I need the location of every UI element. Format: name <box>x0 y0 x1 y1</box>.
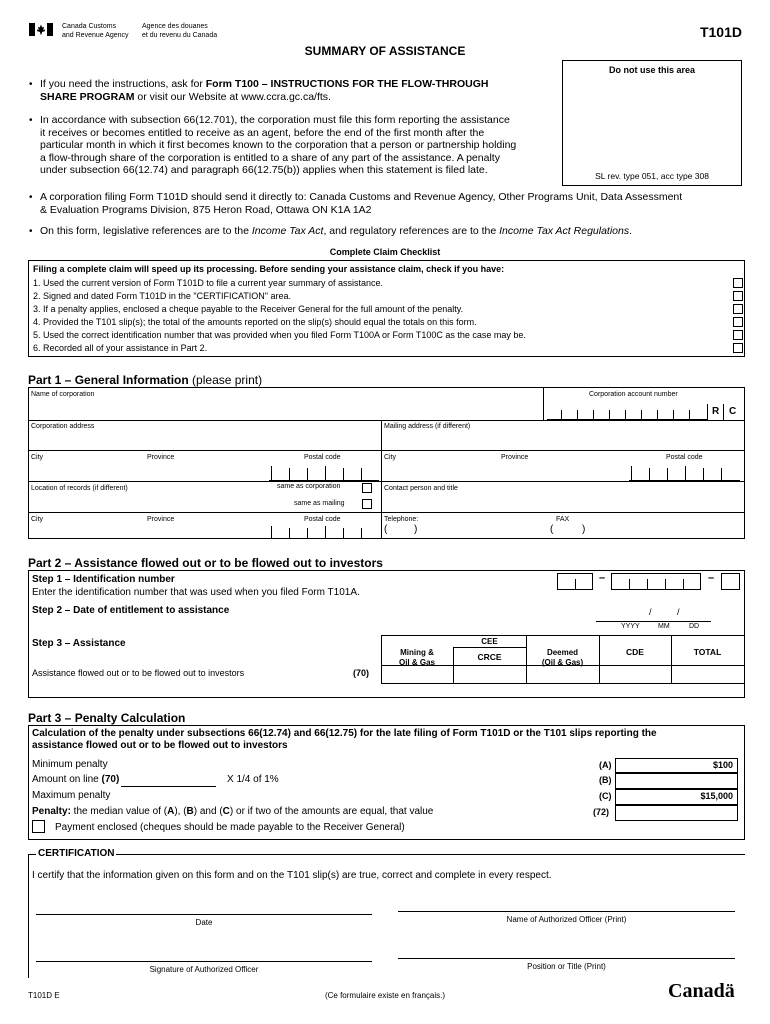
bullet-icon: • <box>29 226 33 237</box>
deemed-header-line2: (Oil & Gas) <box>541 658 584 667</box>
footer-form-code: T101D E <box>28 991 60 1000</box>
corporation-name-label: Name of corporation <box>31 391 95 398</box>
mining-header-line1: Mining & <box>400 648 434 657</box>
telephone-label: Telephone: <box>384 516 419 523</box>
form-number: T101D <box>699 24 742 40</box>
part1-heading-note: (please print) <box>188 373 263 387</box>
bullet2-line2: it receives or becomes entitled to receive as an agent, before the end of the first month after the <box>40 126 485 139</box>
crce-header: CRCE <box>477 652 502 662</box>
agency-en-line1: Canada Customs <box>62 23 117 30</box>
payment-enclosed-label: Payment enclosed (cheques should be made payable to the Receiver General) <box>55 822 405 833</box>
date-yyyy-label: YYYY <box>621 623 640 630</box>
office-use-footer: SL rev. type 051, acc type 308 <box>595 171 709 181</box>
date-slash-1: / <box>649 607 652 617</box>
penalty-text3: ) and ( <box>193 806 223 817</box>
records-postal-code-label: Postal code <box>304 516 341 523</box>
bullet-icon: • <box>29 192 33 203</box>
agency-fr-line2: et du revenu du Canada <box>142 32 218 39</box>
part1-box <box>28 387 745 539</box>
penalty-b: B <box>186 806 194 817</box>
fax-area-close: ) <box>582 524 586 535</box>
bullet-instructions <box>40 78 555 103</box>
total-amount-input[interactable] <box>672 666 743 682</box>
penalty-a: A <box>167 806 175 817</box>
postal-code-input[interactable] <box>269 466 379 481</box>
mailing-address-label: Mailing address (if different) <box>384 423 471 430</box>
checklist-checkbox-2[interactable] <box>733 291 743 301</box>
bullet-legislative <box>40 225 760 238</box>
checklist-item: 5. Used the correct identification number that was provided when you filed Form T100A or Form T100C as the case may be. <box>33 330 526 340</box>
corporation-name-input[interactable] <box>33 400 538 418</box>
telephone-input[interactable] <box>424 524 544 538</box>
same-as-mailing-label: same as mailing <box>294 500 345 507</box>
deemed-header-line1: Deemed <box>546 648 579 657</box>
mail-postal-code-label: Postal code <box>666 454 703 461</box>
bullet4-end: . <box>629 225 633 237</box>
bullet2-line1: In accordance with subsection 66(12.701), the corporation must file this form reporting the assistance <box>40 114 510 126</box>
bullet3-line1: A corporation filing Form T101D should send it directly to: Canada Customs and Revenue Agency, Other Programs Unit, Data Assessment <box>40 191 683 203</box>
fax-area-open: ( <box>550 524 554 535</box>
cde-amount-input[interactable] <box>600 666 670 682</box>
maximum-penalty-value: $15,000 <box>700 791 733 801</box>
checklist-intro-text: Filing a complete claim will speed up its processing. Before sending your assistance claim, check if you have: <box>33 264 505 274</box>
fax-input[interactable] <box>592 524 732 538</box>
signature-line <box>36 961 372 962</box>
same-as-corporation-label: same as corporation <box>277 483 341 490</box>
penalty-text1: the median value of ( <box>70 806 168 817</box>
checklist-item: 4. Provided the T101 slip(s); the total of the amounts reported on the slip(s) should equal the totals on this form. <box>33 317 477 327</box>
checklist-checkbox-5[interactable] <box>733 330 743 340</box>
corporation-address-input[interactable] <box>33 433 377 448</box>
date-slash-2: / <box>677 607 680 617</box>
minimum-penalty-value-box <box>615 758 738 773</box>
line-b-code: (B) <box>599 775 612 785</box>
part1-heading <box>28 373 262 387</box>
amount-multiplier: X 1/4 of 1% <box>227 774 279 785</box>
officer-name-label: Name of Authorized Officer (Print) <box>506 915 627 924</box>
date-of-entitlement-input[interactable] <box>596 611 711 622</box>
minimum-penalty-value: $100 <box>712 760 733 770</box>
bullet4-italic1: Income Tax Act <box>251 225 324 237</box>
part3-heading: Part 3 – Penalty Calculation <box>28 711 186 725</box>
telephone-area-close: ) <box>414 524 418 535</box>
line-a-code: (A) <box>599 760 612 770</box>
rc-letter-c: C <box>729 406 737 417</box>
fax-label: FAX <box>556 516 570 523</box>
maximum-penalty-label: Maximum penalty <box>32 790 111 801</box>
step1-title: Step 1 – Identification number <box>32 574 175 585</box>
penalty-c: C <box>222 806 230 817</box>
penalty-amount-input[interactable] <box>615 805 738 821</box>
id-dash-1: – <box>599 572 606 584</box>
date-input[interactable] <box>36 898 372 914</box>
part1-heading-text: Part 1 – General Information <box>28 373 189 387</box>
location-of-records-label: Location of records (if different) <box>31 485 128 492</box>
officer-name-line <box>398 911 735 912</box>
checklist-box <box>28 260 745 357</box>
part3-intro-line2: assistance flowed out or to be flowed out to investors <box>32 740 288 751</box>
step3-title: Step 3 – Assistance <box>32 638 126 649</box>
amount-line-70 <box>32 774 119 785</box>
checklist-intro <box>33 264 504 274</box>
position-input[interactable] <box>398 942 735 958</box>
cee-header: CEE <box>481 637 498 646</box>
checklist-items <box>33 277 526 355</box>
id-number-part3[interactable] <box>721 573 740 590</box>
mailing-address-input[interactable] <box>385 433 740 448</box>
date-mm-label: MM <box>658 623 670 630</box>
bullet-icon: • <box>29 79 33 90</box>
mail-province-label: Province <box>501 454 529 461</box>
signature-label: Signature of Authorized Officer <box>149 965 259 974</box>
telephone-area-open: ( <box>384 524 388 535</box>
cde-header: CDE <box>626 647 644 657</box>
contact-person-label: Contact person and title <box>384 485 458 492</box>
account-number-input[interactable] <box>547 402 707 420</box>
agency-name-fr <box>142 22 217 40</box>
bullet1-bold2: SHARE PROGRAM <box>40 90 135 103</box>
agency-en-line2: and Revenue Agency <box>62 32 129 39</box>
rc-letter-r: R <box>712 406 720 417</box>
checklist-title: Complete Claim Checklist <box>329 247 441 257</box>
checklist-item: 3. If a penalty applies, enclosed a cheque payable to the Receiver General for the full amount of the penalty. <box>33 304 464 314</box>
officer-name-input[interactable] <box>398 895 735 911</box>
penalty-rule <box>32 806 433 817</box>
records-postal-code-input[interactable] <box>269 525 379 539</box>
step1-text: Enter the identification number that was used when you filed Form T101A. <box>32 587 360 598</box>
bullet1-text: If you need the instructions, ask for <box>40 78 206 90</box>
mining-header-line2: Oil & Gas <box>398 658 435 667</box>
assistance-line-label: Assistance flowed out or to be flowed out to investors <box>32 668 245 678</box>
account-number-label: Corporation account number <box>589 391 678 398</box>
amount-line-pre: Amount on line <box>32 774 102 785</box>
certification-title: CERTIFICATION <box>38 848 115 859</box>
bullet2-line4: a flow-through share of the corporation is entitled to a share of any part of the assistance. A penalty <box>40 151 500 164</box>
crce-amount-input[interactable] <box>454 666 525 682</box>
canada-wordmark-logo: Canadä <box>668 980 735 1002</box>
penalty-bold: Penalty: <box>32 806 71 817</box>
minimum-penalty-label: Minimum penalty <box>32 759 108 770</box>
checklist-item: 1. Used the current version of Form T101D to file a current year summary of assistance. <box>33 278 383 288</box>
mail-city-label: City <box>384 454 397 461</box>
agency-name-en <box>62 22 129 40</box>
footer-french-note: (Ce formulaire existe en français.) <box>324 991 446 1000</box>
line-70-code: (70) <box>353 668 370 678</box>
part3-intro-line1: Calculation of the penalty under subsections 66(12.74) and 66(12.75) for the late filing of Form T101D or the T101 slips reporting the <box>32 728 657 739</box>
signature-input[interactable] <box>36 945 372 961</box>
bullet-icon: • <box>29 115 33 126</box>
city-label: City <box>31 454 44 461</box>
corporation-address-label: Corporation address <box>31 423 95 430</box>
deemed-amount-input[interactable] <box>527 666 598 682</box>
bullet-subsection <box>40 114 560 177</box>
total-header: TOTAL <box>693 647 722 657</box>
checklist-checkbox-6[interactable] <box>733 343 743 353</box>
checklist-item: 6. Recorded all of your assistance in Part 2. <box>33 343 208 353</box>
bullet1-post: or visit our Website at www.ccra.gc.ca/fts. <box>134 90 331 103</box>
bullet-send-to <box>40 191 760 216</box>
same-as-mailing-checkbox[interactable] <box>362 499 372 509</box>
penalty-text2: ), ( <box>174 806 187 817</box>
bullet1-bold: Form T100 – INSTRUCTIONS FOR THE FLOW-THROUGH <box>205 78 489 90</box>
part2-heading: Part 2 – Assistance flowed out or to be flowed out to investors <box>28 556 383 570</box>
amount-line-code: (70) <box>101 774 120 785</box>
office-use-title: Do not use this area <box>608 65 696 75</box>
office-use-box <box>562 60 742 186</box>
mining-amount-input[interactable] <box>382 666 452 682</box>
bullet4-italic2: Income Tax Act Regulations <box>499 225 630 237</box>
province-label: Province <box>147 454 175 461</box>
bullet2-line3: particular month in which it first becomes known to the corporation that a person or partnership holding <box>40 139 517 151</box>
date-dd-label: DD <box>689 623 700 630</box>
amount-b-input[interactable] <box>615 773 738 789</box>
date-line <box>36 914 372 915</box>
step2-title: Step 2 – Date of entitlement to assistance <box>32 605 230 616</box>
same-as-corporation-checkbox[interactable] <box>362 483 372 493</box>
position-label: Position or Title (Print) <box>527 962 606 971</box>
part3-box <box>28 725 745 840</box>
part3-intro <box>32 728 657 752</box>
checklist-checkbox-1[interactable] <box>733 278 743 288</box>
maximum-penalty-value-box <box>615 789 738 805</box>
bullet2-line5: under subsection 66(12.74) and paragraph 66(12.75(b)) applies when this statement is filed late. <box>40 164 488 176</box>
checklist-checkbox-3[interactable] <box>733 304 743 314</box>
payment-enclosed-checkbox[interactable] <box>32 820 45 833</box>
bullet4-pre: On this form, legislative references are to the <box>40 225 252 237</box>
checklist-item: 2. Signed and dated Form T101D in the "CERTIFICATION" area. <box>33 291 292 301</box>
position-line <box>398 958 735 959</box>
bullet3-line2: & Evaluation Programs Division, 875 Heron Road, Ottawa ON K1A 1A2 <box>40 203 372 216</box>
postal-code-label: Postal code <box>304 454 341 461</box>
records-province-label: Province <box>147 516 175 523</box>
agency-fr-line1: Agence des douanes <box>142 23 208 30</box>
id-dash-2: – <box>708 572 715 584</box>
date-label: Date <box>195 918 213 927</box>
certification-text: I certify that the information given on this form and on the T101 slip(s) are true, correct and complete in every respect. <box>32 870 552 881</box>
records-city-label: City <box>31 516 44 523</box>
line-72-code: (72) <box>593 807 610 817</box>
checklist-checkbox-4[interactable] <box>733 317 743 327</box>
bullet4-mid: , and regulatory references are to the <box>323 225 500 237</box>
part2-box <box>28 570 745 698</box>
canada-flag-icon <box>29 23 53 36</box>
penalty-text4: ) or if two of the amounts are equal, that value <box>229 806 434 817</box>
page-title: SUMMARY OF ASSISTANCE <box>304 44 466 58</box>
id-number-part2[interactable] <box>611 573 701 590</box>
line-c-code: (C) <box>599 791 612 801</box>
